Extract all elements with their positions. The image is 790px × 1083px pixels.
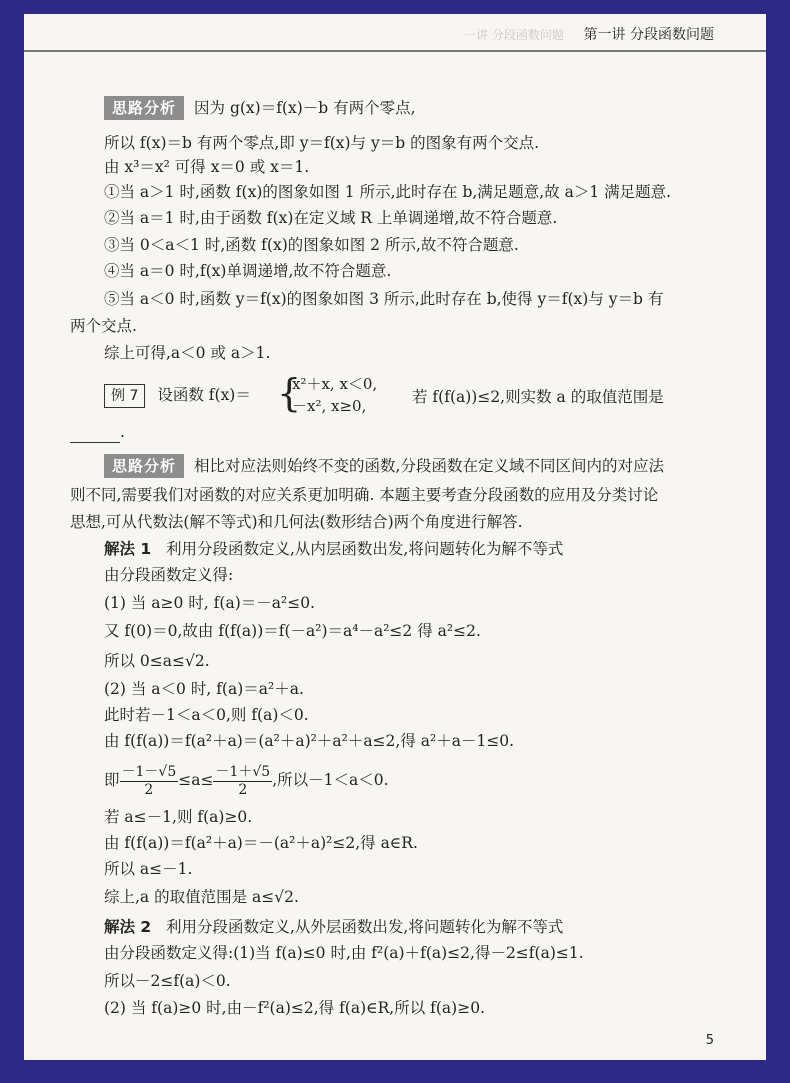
- sol1-line2: (1) 当 a≥0 时, f(a)＝－a²≤0.: [104, 594, 315, 612]
- analysis1-line9: 两个交点.: [70, 317, 137, 335]
- example-post: 若 f(f(a))≤2,则实数 a 的取值范围是: [412, 388, 664, 406]
- sol1-line11: 所以 a≤－1.: [104, 860, 193, 878]
- sol1-line12: 综上,a 的取值范围是 a≤√2.: [104, 888, 299, 906]
- analysis1-line3: 由 x³＝x² 可得 x＝0 或 x＝1.: [104, 158, 310, 176]
- solution2-desc: 利用分段函数定义,从外层函数出发,将问题转化为解不等式: [165, 918, 564, 936]
- analysis1-line7: ④当 a＝0 时,f(x)单调递增,故不符合题意.: [104, 262, 392, 280]
- analysis1-line2: 所以 f(x)＝b 有两个零点,即 y＝f(x)与 y＝b 的图象有两个交点.: [104, 134, 539, 152]
- analysis1-line10: 综上可得,a＜0 或 a＞1.: [104, 344, 271, 362]
- sol1-line5: (2) 当 a＜0 时, f(a)＝a²＋a.: [104, 680, 304, 698]
- example-pre: 设函数 f(x)＝: [157, 386, 251, 404]
- page-number: 5: [705, 1033, 714, 1048]
- piecewise-case1: x²＋x, x＜0,: [292, 375, 378, 393]
- sol2-line2: 所以－2≤f(a)＜0.: [104, 972, 231, 990]
- sol1-line4: 所以 0≤a≤√2.: [104, 652, 210, 670]
- answer-blank-line: [70, 421, 125, 443]
- brace-symbol: {: [277, 371, 302, 415]
- frac1-num: －1－√5: [121, 763, 177, 780]
- analysis-tag: 思路分析: [104, 96, 184, 120]
- example-line: [104, 384, 251, 408]
- fraction-lower: [120, 764, 179, 799]
- sol1-l8-mid: ≤a≤: [178, 771, 214, 789]
- sol1-line8: [104, 760, 389, 800]
- solution1-desc: 利用分段函数定义,从内层函数出发,将问题转化为解不等式: [165, 540, 564, 558]
- frac1-den: 2: [144, 781, 154, 798]
- analysis2-text1: 相比对应法则始终不变的函数,分段函数在定义域不同区间内的对应法: [194, 457, 664, 475]
- header-faint-text: 一讲 分段函数问题: [464, 28, 564, 42]
- answer-blank: [70, 424, 120, 443]
- frac2-num: －1＋√5: [215, 763, 271, 780]
- example-end: .: [120, 423, 125, 441]
- analysis1-line5: ②当 a＝1 时,由于函数 f(x)在定义域 R 上单调递增,故不符合题意.: [104, 209, 558, 227]
- sol1-line7: 由 f(f(a))＝f(a²＋a)＝(a²＋a)²＋a²＋a≤2,得 a²＋a－1≤0.: [104, 732, 515, 750]
- sol1-line10: 由 f(f(a))＝f(a²＋a)＝－(a²＋a)²≤2,得 a∈R.: [104, 834, 418, 852]
- header-rule: [24, 50, 766, 52]
- sol1-line1: 由分段函数定义得:: [104, 566, 234, 584]
- sol1-line9: 若 a≤－1,则 f(a)≥0.: [104, 808, 253, 826]
- solution1-heading: [104, 538, 563, 560]
- solution1-title: 解法 1: [104, 540, 152, 558]
- analysis1-text1: 因为 g(x)＝f(x)－b 有两个零点,: [194, 99, 416, 117]
- analysis1-line6: ③当 0＜a＜1 时,函数 f(x)的图象如图 2 所示,故不符合题意.: [104, 236, 519, 254]
- frac2-den: 2: [238, 781, 248, 798]
- analysis2-line3: 思想,可从代数法(解不等式)和几何法(数形结合)两个角度进行解答.: [70, 513, 523, 531]
- piecewise-case2: －x², x≥0,: [292, 397, 367, 415]
- solution2-title: 解法 2: [104, 918, 152, 936]
- analysis2-line1: [104, 454, 664, 478]
- example-tag: 例 7: [104, 384, 145, 408]
- book-page: [24, 14, 766, 1060]
- chapter-header: 第一讲 分段函数问题: [583, 27, 714, 43]
- sol2-line3: (2) 当 f(a)≥0 时,由－f²(a)≤2,得 f(a)∈R,所以 f(a)≥0.: [104, 999, 485, 1017]
- sol1-line3: 又 f(0)＝0,故由 f(f(a))＝f(－a²)＝a⁴－a²≤2 得 a²≤2.: [104, 622, 481, 640]
- sol1-l8-pre: 即: [104, 771, 120, 789]
- solution2-heading: [104, 916, 563, 938]
- sol1-l8-post: ,所以－1＜a＜0.: [272, 771, 389, 789]
- analysis-tag-2: 思路分析: [104, 454, 184, 478]
- sol2-line1: 由分段函数定义得:(1)当 f(a)≤0 时,由 f²(a)＋f(a)≤2,得－2≤f(a)≤1.: [104, 944, 584, 962]
- analysis1-line8: ⑤当 a＜0 时,函数 y＝f(x)的图象如图 3 所示,此时存在 b,使得 y＝f(x)与 y＝b 有: [104, 290, 664, 308]
- sol1-line6: 此时若－1＜a＜0,则 f(a)＜0.: [104, 706, 309, 724]
- analysis2-line2: 则不同,需要我们对函数的对应关系更加明确. 本题主要考查分段函数的应用及分类讨论: [70, 486, 659, 504]
- analysis1-line4: ①当 a＞1 时,函数 f(x)的图象如图 1 所示,此时存在 b,满足题意,故 a＞1 满足题意.: [104, 183, 672, 201]
- analysis1-line1: [104, 96, 416, 120]
- fraction-upper: [213, 764, 272, 799]
